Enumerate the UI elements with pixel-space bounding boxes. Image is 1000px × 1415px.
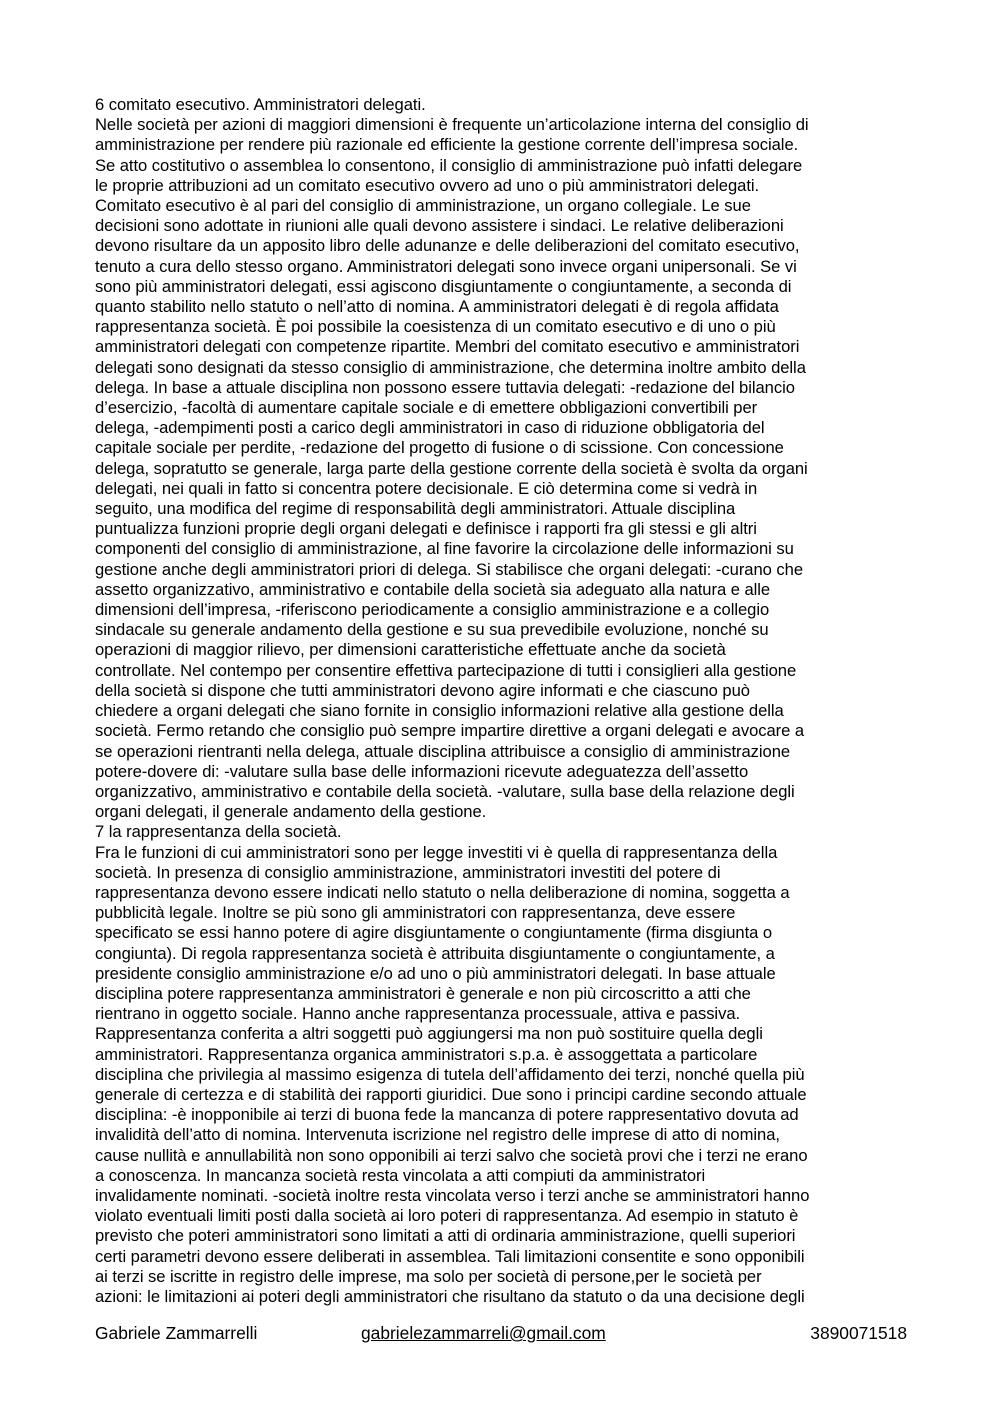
text-line: Se atto costitutivo o assemblea lo consentono, il consiglio di amministrazione può infatti delegare xyxy=(95,155,803,175)
text-line: operazioni di maggior rilievo, per dimensioni caratteristiche effettuate anche da società xyxy=(95,640,726,660)
text-line: componenti del consiglio di amministrazione, al fine favorire la circolazione delle informazioni su xyxy=(95,539,794,559)
text-line: società. Fermo retando che consiglio può sempre impartire direttive a organi delegati e avocare a xyxy=(95,721,805,741)
text-line: delegati sono designati da stesso consiglio di amministrazione, che determina inoltre ambito della xyxy=(95,357,806,377)
text-line: amministrazione per rendere più razionale ed efficiente la gestione corrente dell’impresa sociale. xyxy=(95,135,799,155)
text-line: certi parametri devono essere deliberati in assemblea. Tali limitazioni consentite e sono opponibili xyxy=(95,1246,805,1266)
text-line: previsto che poteri amministratori sono limitati a atti di ordinaria amministrazione, quelli superiori xyxy=(95,1226,796,1246)
text-line: se operazioni rientranti nella delega, attuale disciplina attribuisce a consiglio di amministrazione xyxy=(95,741,791,761)
text-line: le proprie attribuzioni ad un comitato esecutivo ovvero ad uno o più amministratori delegati. xyxy=(95,175,760,195)
text-line: controllate. Nel contempo per consentire effettiva partecipazione di tutti i consiglieri alla gestione xyxy=(95,660,797,680)
text-line: generale di certezza e di stabilità dei rapporti giuridici. Due sono i principi cardine secondo attuale xyxy=(95,1084,807,1104)
text-line: Comitato esecutivo è al pari del consiglio di amministrazione, un organo collegiale. Le sue xyxy=(95,196,751,216)
text-line: disciplina potere rappresentanza amministratori è generale e non più circoscritto a atti che xyxy=(95,983,751,1003)
text-line: disciplina che privilegia al massimo esigenza di tutela dell’affidamento dei terzi, nonché quella più xyxy=(95,1064,805,1084)
text-line: violato eventuali limiti posti dalla società ai loro poteri di rappresentanza. Ad esempio in statuto è xyxy=(95,1206,799,1226)
text-line: delegati, nei quali in fatto si concentra potere decisionale. E ciò determina come si vedrà in xyxy=(95,478,758,498)
text-line: sono più amministratori delegati, essi agiscono disgiuntamente o congiuntamente, a seconda di xyxy=(95,276,792,296)
text-line: capitale sociale per perdite, -redazione del progetto di fusione o di scissione. Con concessione xyxy=(95,438,784,458)
text-line: gestione anche degli amministratori priori di delega. Si stabilisce che organi delegati: -curano che xyxy=(95,559,804,579)
text-line: dimensioni dell’impresa, -riferiscono periodicamente a consiglio amministrazione e a collegio xyxy=(95,600,770,620)
text-line: puntualizza funzioni proprie degli organi delegati e definisce i rapporti fra gli stessi e gli altri xyxy=(95,519,757,539)
text-line: rappresentanza devono essere indicati nello statuto o nella deliberazione di nomina, soggetta a xyxy=(95,882,790,902)
text-line: devono risultare da un apposito libro delle adunanze e delle deliberazioni del comitato esecutivo, xyxy=(95,236,800,256)
text-line: 7 la rappresentanza della società. xyxy=(95,822,342,842)
footer-author-name: Gabriele Zammarrelli xyxy=(95,1323,258,1343)
text-line: tenuto a cura dello stesso organo. Amministratori delegati sono invece organi unipersonali. Se vi xyxy=(95,256,797,276)
text-line: cause nullità e annullabilità non sono opponibili ai terzi salvo che società provi che i terzi ne erano xyxy=(95,1145,808,1165)
text-line: delega. In base a attuale disciplina non possono essere tuttavia delegati: -redazione del bilancio xyxy=(95,377,795,397)
text-line: delega, sopratutto se generale, larga parte della gestione corrente della società è svolta da organi xyxy=(95,458,808,478)
text-line: specificato se essi hanno potere di agire disgiuntamente o congiuntamente (firma disgiunta o xyxy=(95,923,773,943)
text-line: disciplina: -è inopponibile ai terzi di buona fede la mancanza di potere rappresentativo dovuta ad xyxy=(95,1105,799,1125)
text-line: sindacale su generale andamento della gestione e su sua prevedibile evoluzione, nonché su xyxy=(95,620,769,640)
text-line: assetto organizzativo, amministrativo e contabile della società sia adeguato alla natura e alle xyxy=(95,579,771,599)
footer-email-link[interactable]: gabrielezammarreli@gmail.com xyxy=(361,1323,606,1343)
text-line: rappresentanza società. È poi possibile la coesistenza di un comitato esecutivo e di uno o più xyxy=(95,317,776,337)
text-line: seguito, una modifica del regime di responsabilità degli amministratori. Attuale disciplina xyxy=(95,499,736,519)
text-line: delega, -adempimenti posti a carico degli amministratori in caso di riduzione obbligatoria del xyxy=(95,418,765,438)
text-line: Rappresentanza conferita a altri soggetti può aggiungersi ma non può sostituire quella degli xyxy=(95,1024,763,1044)
text-line: organizzativo, amministrativo e contabile della società. -valutare, sulla base della relazione degli xyxy=(95,781,795,801)
text-line: società. In presenza di consiglio amministrazione, amministratori investiti del potere di xyxy=(95,862,721,882)
footer-phone-number: 3890071518 xyxy=(810,1323,907,1343)
text-line: presidente consiglio amministrazione e/o ad uno o più amministratori delegati. In base attuale xyxy=(95,963,776,983)
text-line: invalidamente nominati. -società inoltre resta vincolata verso i terzi anche se amministratori hanno xyxy=(95,1185,810,1205)
text-line: organi delegati, il generale andamento della gestione. xyxy=(95,802,487,822)
text-line: invalidità dell’atto di nomina. Intervenuta iscrizione nel registro delle imprese di atto di nomina, xyxy=(95,1125,780,1145)
text-line: amministratori delegati con competenze ripartite. Membri del comitato esecutivo e amministratori xyxy=(95,337,800,357)
text-line: d’esercizio, -facoltà di aumentare capitale sociale e di emettere obbligazioni convertibili per xyxy=(95,398,758,418)
text-line: pubblicità legale. Inoltre se più sono gli amministratori con rappresentanza, deve essere xyxy=(95,903,736,923)
text-line: rientrano in oggetto sociale. Hanno anche rappresentanza processuale, attiva e passiva. xyxy=(95,1004,741,1024)
text-line: 6 comitato esecutivo. Amministratori delegati. xyxy=(95,95,426,114)
body-text xyxy=(95,95,907,1307)
text-line: potere-dovere di: -valutare sulla base delle informazioni ricevute adeguatezza dell’assetto xyxy=(95,761,749,781)
text-line: della società si dispone che tutti amministratori devono agire informati e che ciascuno può xyxy=(95,680,750,700)
text-line: quanto stabilito nello statuto o nell’atto di nomina. A amministratori delegati è di regola affidata xyxy=(95,297,779,317)
text-line: Fra le funzioni di cui amministratori sono per legge investiti vi è quella di rappresentanza della xyxy=(95,842,778,862)
text-line: decisioni sono adottate in riunioni alle quali devono assistere i sindaci. Le relative deliberazioni xyxy=(95,216,784,236)
page-footer xyxy=(95,1322,907,1344)
text-line: chiedere a organi delegati che siano fornite in consiglio informazioni relative alla gestione della xyxy=(95,701,784,721)
text-line: azioni: le limitazioni ai poteri degli amministratori che risultano da statuto o da una decisione degli xyxy=(95,1286,805,1306)
text-line: a conoscenza. In mancanza società resta vincolata a atti compiuti da amministratori xyxy=(95,1165,706,1185)
text-line: Nelle società per azioni di maggiori dimensioni è frequente un’articolazione interna del consiglio di xyxy=(95,115,809,135)
text-line: amministratori. Rappresentanza organica amministratori s.p.a. è assoggettata a particolare xyxy=(95,1044,758,1064)
text-line: ai terzi se iscritte in registro delle imprese, ma solo per società di persone,per le società per xyxy=(95,1266,762,1286)
text-line: congiunta). Di regola rappresentanza società è attribuita disgiuntamente o congiuntamente, a xyxy=(95,943,775,963)
